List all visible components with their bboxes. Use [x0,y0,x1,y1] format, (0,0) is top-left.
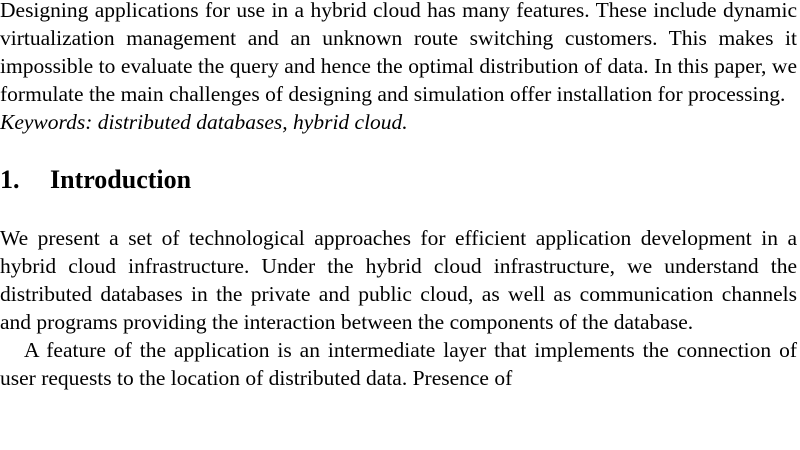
section-title: Introduction [50,165,192,194]
abstract-text: Designing applications for use in a hybrid cloud has many features. These include dynamic virtualization management and an unknown route switching customers. This makes it impossible to evaluate the query and hence the optimal distribution of data. In this paper, we formulate the main challenges of designing and simulation offer installation for processing. [0,0,797,106]
section-number: 1. [0,165,20,194]
intro-paragraph-2: A feature of the application is an intermediate layer that implements the connection of user requests to the location of distributed data. Presence of [0,338,797,390]
section-heading [0,165,797,195]
intro-paragraph-1: We present a set of technological approaches for efficient application development in a hybrid cloud infrastructure. Under the hybrid cloud infrastructure, we understand the distributed databases in the private and public cloud, as well as communication channels and programs providing the interaction between the components of the database. [0,226,797,334]
keywords-line: Keywords: distributed databases, hybrid cloud. [0,110,408,134]
